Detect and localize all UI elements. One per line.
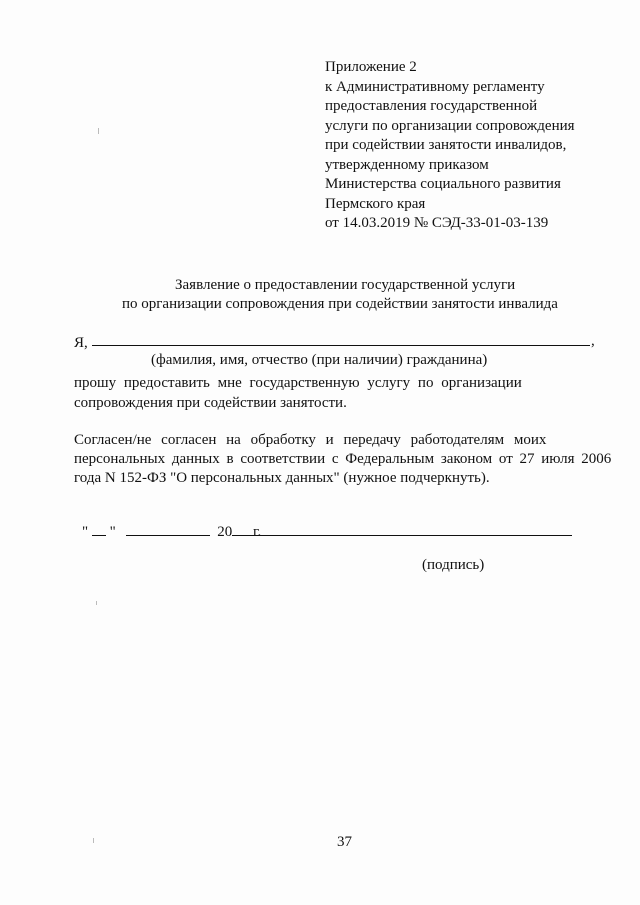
signature-caption: (подпись) <box>422 557 485 573</box>
signature-field-line[interactable] <box>246 535 572 536</box>
scan-speck <box>96 601 97 605</box>
appendix-line: утвержденному приказом <box>325 156 489 173</box>
day-field-line[interactable] <box>92 522 106 536</box>
request-text-line-1: прошу предоставить мне государственную услугу по организации <box>74 375 522 391</box>
ya-label: Я, <box>74 335 88 351</box>
name-field-line[interactable] <box>92 345 590 346</box>
date-close-quote: " <box>109 524 116 540</box>
year-field-line[interactable] <box>232 522 246 536</box>
consent-text-line-1: Согласен/не согласен на обработку и передачу работодателям моих <box>74 432 547 448</box>
title-line-2: по организации сопровождения при содействии занятости инвалида <box>122 296 558 312</box>
name-field-caption: (фамилия, имя, отчество (при наличии) гражданина) <box>151 352 488 368</box>
appendix-line: предоставления государственной <box>325 98 538 114</box>
appendix-header <box>325 58 625 234</box>
appendix-line: к Административному регламенту <box>325 78 545 95</box>
appendix-line: Пермского края <box>325 195 426 212</box>
appendix-line: при содействии занятости инвалидов, <box>325 137 567 153</box>
appendix-line: Министерства социального развития <box>325 176 561 192</box>
date-open-quote: " <box>82 524 89 540</box>
appendix-line: услуги по организации сопровождения <box>325 117 575 134</box>
page-number: 37 <box>337 834 352 850</box>
request-text-line-2: сопровождения при содействии занятости. <box>74 395 347 411</box>
ya-comma: , <box>591 333 595 349</box>
year-prefix: 20 <box>217 524 233 540</box>
scan-speck <box>98 128 99 134</box>
appendix-line: Приложение 2 <box>325 59 417 75</box>
year-suffix: г. <box>253 524 262 540</box>
title-line-1: Заявление о предоставлении государственной услуги <box>175 277 516 293</box>
month-field-line[interactable] <box>126 522 210 536</box>
scan-speck <box>93 838 94 843</box>
date-field <box>82 522 261 541</box>
consent-text-line-2: персональных данных в соответствии с Федеральным законом от 27 июля 2006 <box>74 451 612 467</box>
appendix-line: от 14.03.2019 № СЭД-33-01-03-139 <box>325 215 549 231</box>
consent-text-line-3: года N 152-ФЗ "О персональных данных" (нужное подчеркнуть). <box>74 470 490 486</box>
